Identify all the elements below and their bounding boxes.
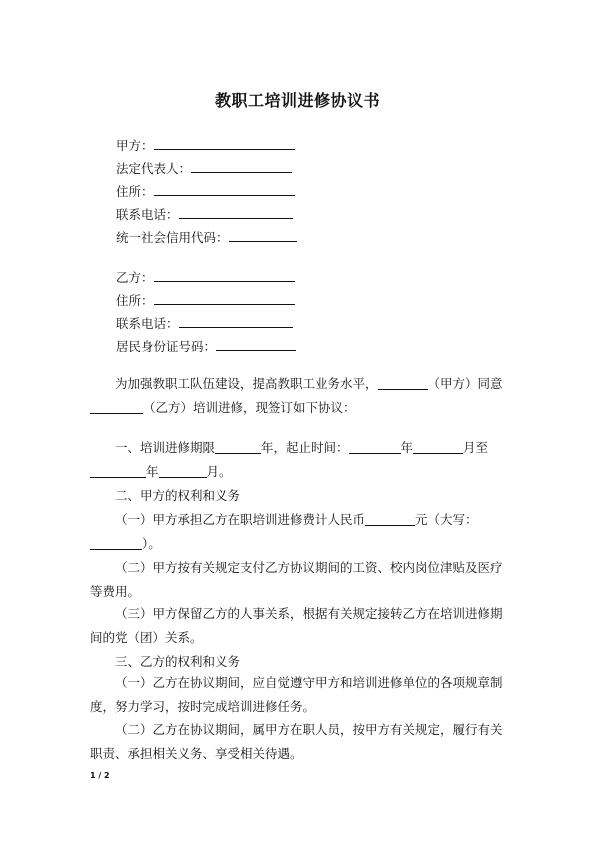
party-a-rep-label: 法定代表人：: [116, 161, 192, 176]
clause-3-2-paragraph: （二）乙方在协议期间，属甲方在职人员，按甲方有关规定，履行有关职责、承担相关义务、享受相关待遇。: [90, 722, 503, 761]
party-a-address-field: [116, 183, 295, 200]
party-a-phone-blank[interactable]: [179, 206, 293, 219]
party-a-address-label: 住所：: [116, 184, 154, 199]
party-a-name-blank[interactable]: [154, 137, 295, 150]
clause-2-2-paragraph: （二）甲方按有关规定支付乙方协议期间的工资、校内岗位津贴及医疗等费用。: [90, 560, 503, 599]
document-title: 教职工培训进修协议书: [214, 91, 380, 110]
intro-party-b-blank[interactable]: [90, 399, 143, 414]
end-year-blank[interactable]: [90, 463, 146, 478]
fee-amount-blank[interactable]: [365, 511, 415, 526]
intro-paragraph: [90, 372, 510, 420]
party-a-rep-blank[interactable]: [191, 160, 292, 173]
clause-2-1-paragraph: [90, 508, 510, 556]
duration-blank[interactable]: [215, 439, 261, 454]
section-2-heading: 二、甲方的权利和义务: [115, 488, 241, 503]
party-a-name-label: 甲方：: [116, 138, 154, 153]
party-b-id-label: 居民身份证号码：: [116, 339, 217, 354]
party-a-credit-code-blank[interactable]: [229, 229, 297, 242]
party-a-address-blank[interactable]: [154, 183, 295, 196]
party-b-address-blank[interactable]: [154, 292, 295, 305]
clause-2-1-text-3: ）。: [142, 536, 161, 551]
end-month-blank[interactable]: [159, 463, 207, 478]
party-a-credit-code-field: [116, 229, 297, 246]
clause-2-1-text-1: （一）甲方承担乙方在职培训进修费计人民币: [115, 512, 366, 527]
page-number: 1 / 2: [90, 771, 110, 780]
start-month-blank[interactable]: [413, 439, 463, 454]
party-b-id-field: [116, 338, 296, 355]
party-b-name-field: [116, 269, 295, 286]
clause-1-paragraph: [90, 436, 510, 484]
clause-1-text-3: 年: [400, 440, 414, 455]
clause-3-1-paragraph: （一）乙方在协议期间，应自觉遵守甲方和培训进修单位的各项规章制度，努力学习，按时完成培训进修任务。: [90, 675, 503, 714]
intro-text-2: （甲方）同意: [427, 376, 503, 391]
party-b-phone-label: 联系电话：: [116, 316, 179, 331]
party-b-address-field: [116, 292, 295, 309]
party-a-rep-field: [116, 160, 292, 177]
clause-1-text-4: 月至: [463, 440, 489, 455]
clause-1-text-5: 年: [146, 464, 159, 479]
party-a-phone-field: [116, 206, 293, 223]
party-a-credit-code-label: 统一社会信用代码：: [116, 230, 229, 245]
party-b-name-label: 乙方：: [116, 270, 154, 285]
intro-text-1: 为加强教职工队伍建设，提高教职工业务水平，: [115, 376, 378, 391]
party-b-id-blank[interactable]: [216, 338, 296, 351]
party-a-phone-label: 联系电话：: [116, 207, 179, 222]
clause-1-text-6: 月。: [206, 464, 232, 479]
clause-1-text-2: 年，起止时间：: [261, 440, 349, 455]
party-b-phone-blank[interactable]: [179, 315, 293, 328]
fee-capital-blank[interactable]: [90, 535, 142, 550]
intro-text-3: （乙方）培训进修，现签订如下协议：: [143, 400, 356, 415]
clause-2-1-text-2: 元（大写：: [415, 512, 478, 527]
party-b-address-label: 住所：: [116, 293, 154, 308]
intro-party-a-blank[interactable]: [378, 375, 428, 390]
party-a-name-field: [116, 137, 295, 154]
start-year-blank[interactable]: [349, 439, 401, 454]
party-b-phone-field: [116, 315, 293, 332]
section-3-heading: 三、乙方的权利和义务: [115, 654, 241, 669]
clause-2-3-paragraph: （三）甲方保留乙方的人事关系，根据有关规定接转乙方在培训进修期间的党（团）关系。: [90, 606, 503, 645]
party-b-name-blank[interactable]: [154, 269, 295, 282]
clause-1-text-1: 一、培训进修期限: [115, 440, 216, 455]
